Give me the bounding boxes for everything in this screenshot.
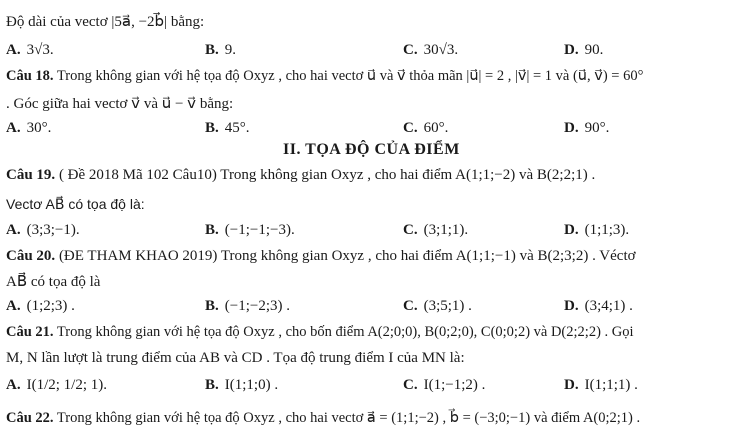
q19-text-line1: Câu 19. ( Đề 2018 Mã 102 Câu10) Trong không gian Oxyz , cho hai điểm A(1;1;−2) và B(2;2;1) . xyxy=(6,167,596,183)
q18-text-line2: . Góc giữa hai vectơ v⃗ và u⃗ − v⃗ bằng: xyxy=(6,96,234,112)
section-heading: II. TỌA ĐỘ CỦA ĐIỂM xyxy=(283,141,460,158)
q21-option-c: C. I(1;−1;2) . xyxy=(403,377,486,393)
intro-option-d: D. 90. xyxy=(564,42,604,58)
intro-option-c: C. 30√3. xyxy=(403,42,459,58)
q20-text-line2: AB⃗ có tọa độ là xyxy=(6,274,101,290)
q18-option-b: B. 45°. xyxy=(205,120,250,136)
q20-text-line1: Câu 20. (ĐE THAM KHAO 2019) Trong không gian Oxyz , cho hai điểm A(1;1;−1) và B(2;3;2) . Véctơ xyxy=(6,248,636,264)
q21-option-a: A. I(1/2; 1/2; 1). xyxy=(6,377,107,393)
q21-text-line2: M, N lần lượt là trung điểm của AB và CD . Tọa độ trung điểm I của MN là: xyxy=(6,350,465,366)
q20-option-b: B. (−1;−2;3) . xyxy=(205,298,291,314)
q20-label: Câu 20. xyxy=(6,248,56,264)
q19-option-d: D. (1;1;3). xyxy=(564,222,630,238)
q22-text-line1: Câu 22. Trong không gian với hệ tọa độ Oxyz , cho hai vectơ a⃗ = (1;1;−2) , b⃗ = (−3;0;−1) và điểm A(0;2;1) . xyxy=(6,410,641,426)
q21-label: Câu 21. xyxy=(6,324,54,340)
q22-label: Câu 22. xyxy=(6,410,54,426)
q18-option-d: D. 90°. xyxy=(564,120,610,136)
q18-option-c: C. 60°. xyxy=(403,120,449,136)
q20-option-d: D. (3;4;1) . xyxy=(564,298,633,314)
q19-option-a: A. (3;3;−1). xyxy=(6,222,80,238)
q19-option-c: C. (3;1;1). xyxy=(403,222,469,238)
q19-option-b: B. (−1;−1;−3). xyxy=(205,222,295,238)
q20-option-a: A. (1;2;3) . xyxy=(6,298,75,314)
intro-option-b: B. 9. xyxy=(205,42,237,58)
q18-label: Câu 18. xyxy=(6,68,54,84)
q21-text-line1: Câu 21. Trong không gian với hệ tọa độ Oxyz , cho bốn điểm A(2;0;0), B(0;2;0), C(0;0;2) và D(2;2;2) . Gọi xyxy=(6,324,634,340)
q21-option-b: B. I(1;1;0) . xyxy=(205,377,279,393)
q18-text-line1: Câu 18. Trong không gian với hệ tọa độ Oxyz , cho hai vectơ u⃗ và v⃗ thỏa mãn |u⃗| = 2 , |v⃗| = 1 và (u⃗, v⃗) = 60° xyxy=(6,68,644,84)
q21-option-d: D. I(1;1;1) . xyxy=(564,377,638,393)
q20-option-c: C. (3;5;1) . xyxy=(403,298,472,314)
q19-label: Câu 19. xyxy=(6,167,56,183)
intro-option-a: A. 3√3. xyxy=(6,42,54,58)
q18-option-a: A. 30°. xyxy=(6,120,52,136)
q19-text-line2: Vectơ AB⃗ có tọa độ là: xyxy=(6,196,145,212)
intro-question-text: Độ dài của vectơ |5a⃗, −2b⃗| bằng: xyxy=(6,14,205,30)
